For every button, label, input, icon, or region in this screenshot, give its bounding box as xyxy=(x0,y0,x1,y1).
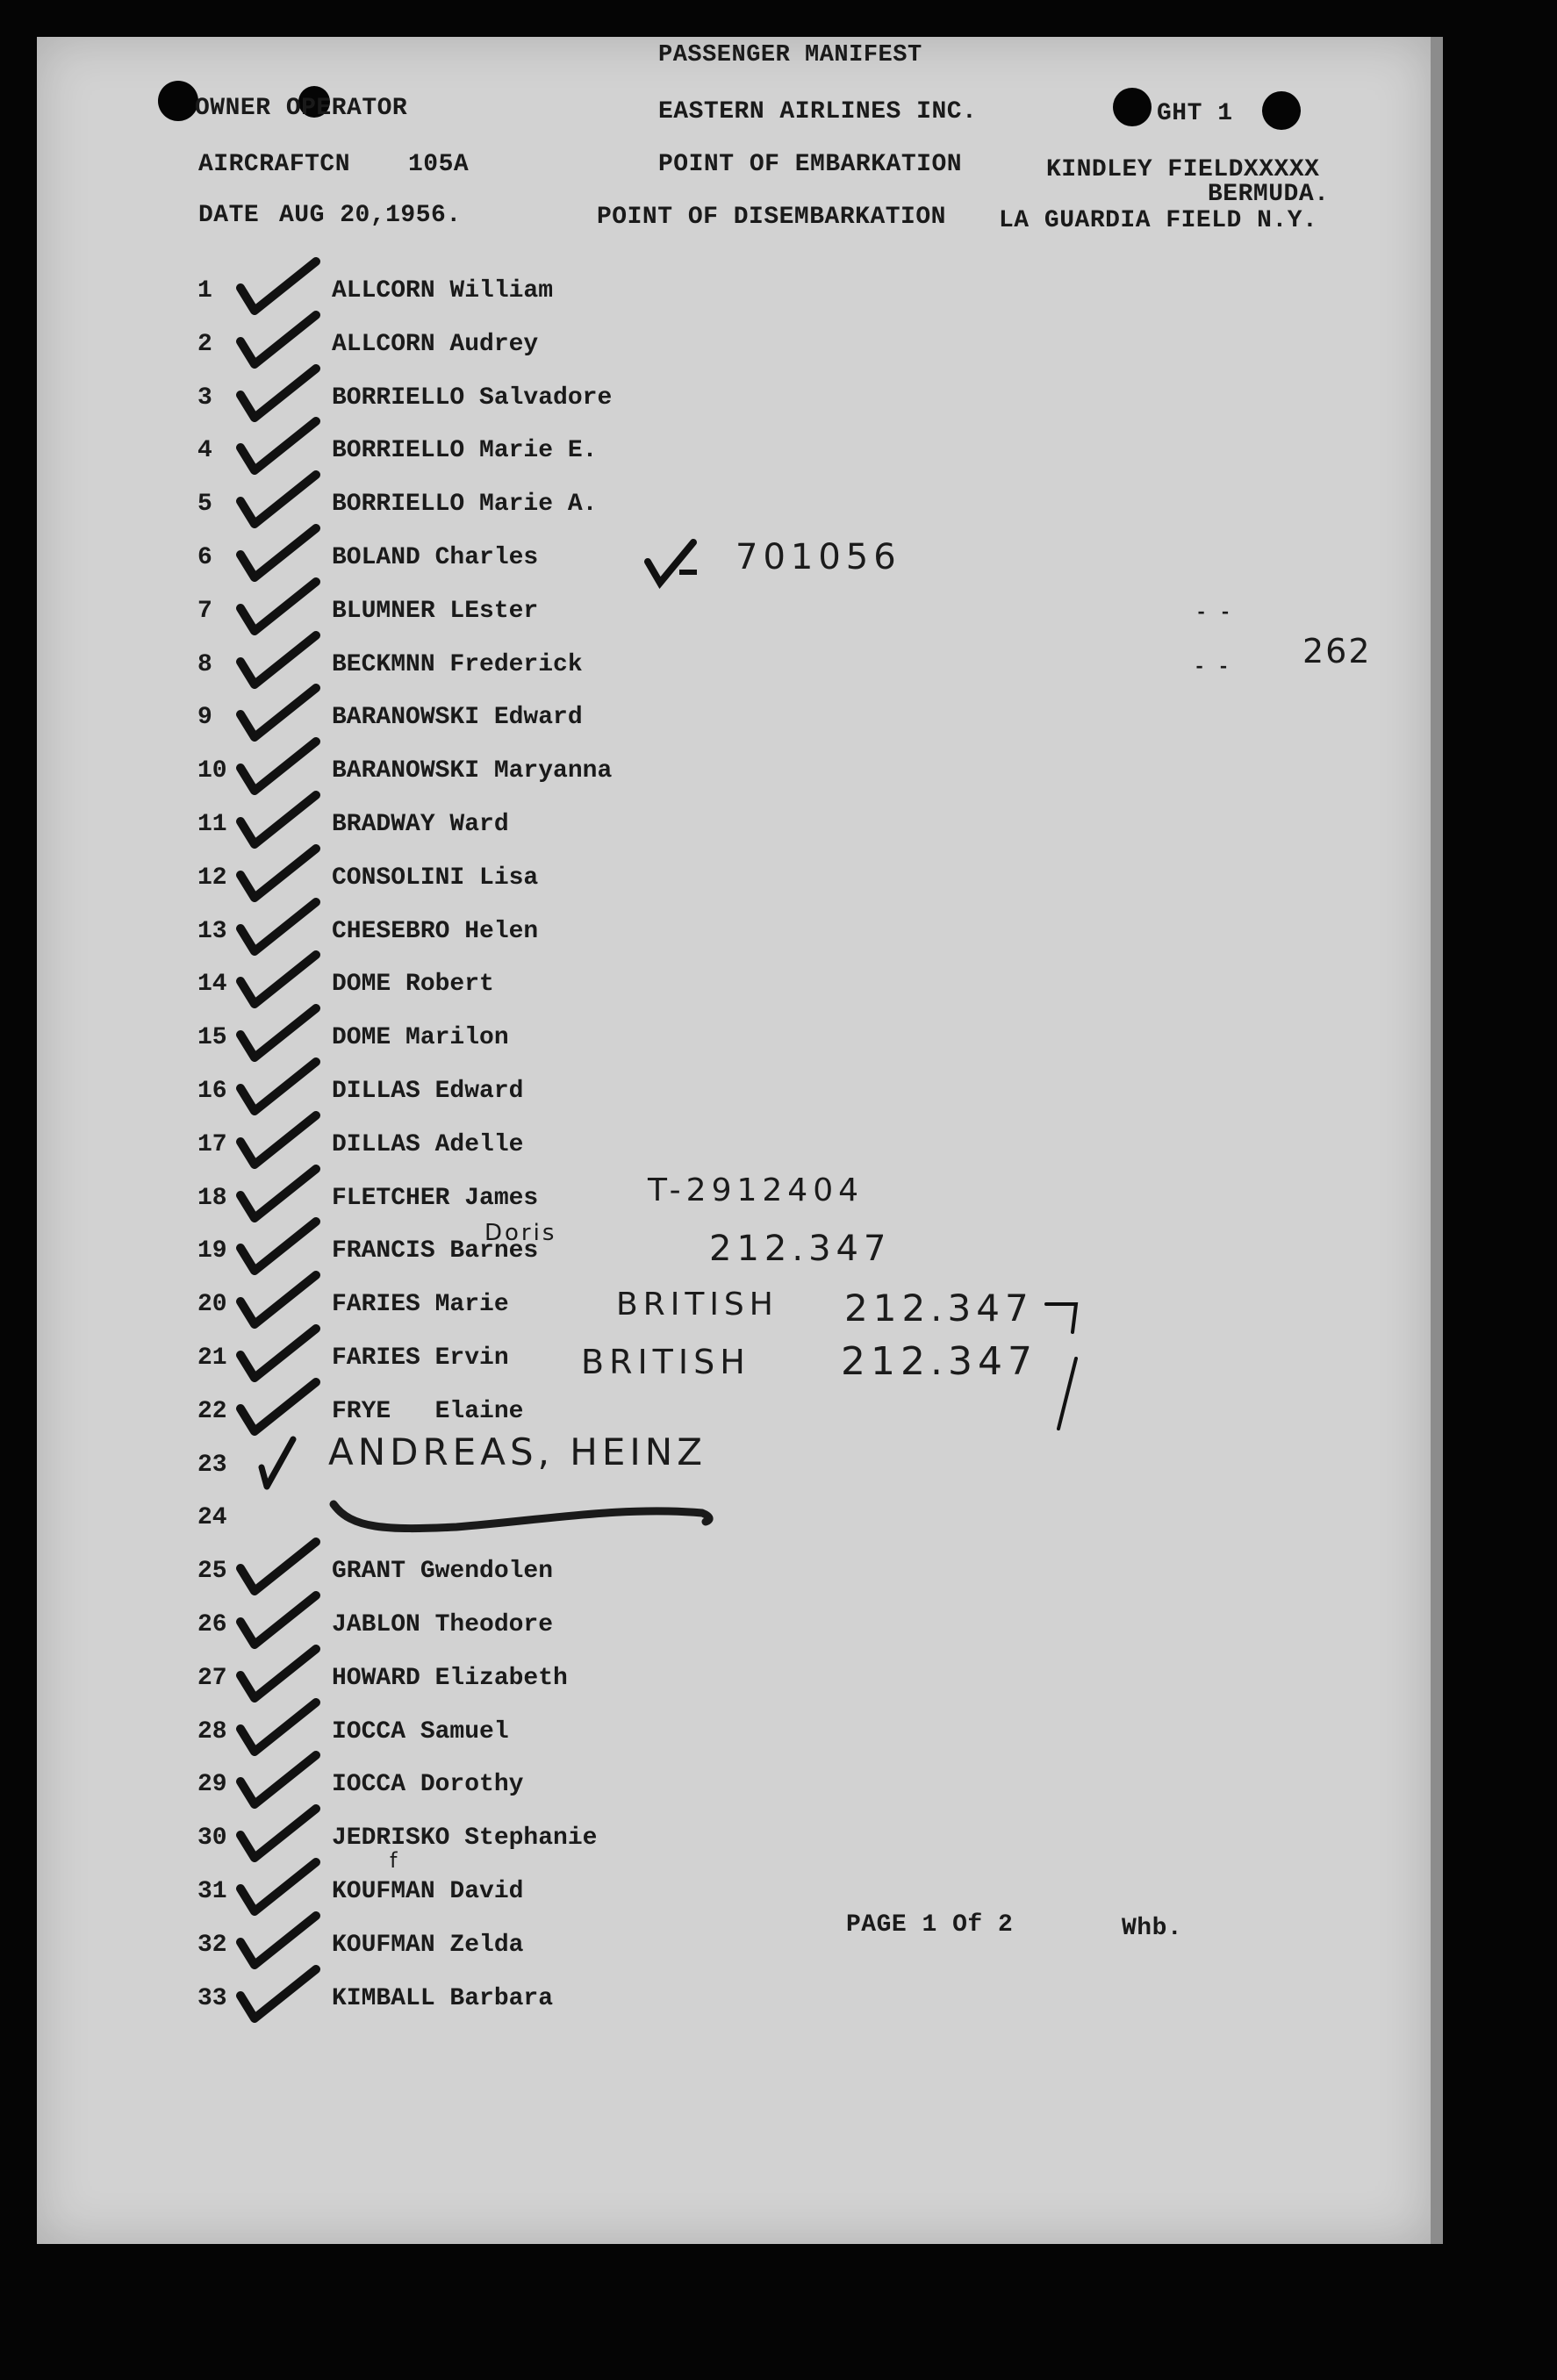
row-number: 2 xyxy=(197,330,212,358)
aircraft-value: 105A xyxy=(408,151,470,178)
passenger-name: BOLAND Charles xyxy=(332,544,539,571)
row-number: 25 xyxy=(197,1558,227,1586)
passenger-name: CHESEBRO Helen xyxy=(332,917,539,945)
check-icon xyxy=(235,1697,323,1759)
row-number: 20 xyxy=(197,1291,227,1319)
passenger-name: FARIES Ervin xyxy=(332,1344,509,1372)
row-number: 19 xyxy=(197,1237,227,1265)
passenger-name: FRANCIS Barnes xyxy=(332,1237,539,1265)
faries-ervin-nationality: BRITISH xyxy=(581,1343,750,1381)
airline-name: EASTERN AIRLINES INC. xyxy=(658,98,978,125)
row-number: 33 xyxy=(197,1984,227,2012)
passenger-name: GRANT Gwendolen xyxy=(332,1558,554,1586)
francis-note: 212.347 xyxy=(709,1229,892,1269)
row-number: 23 xyxy=(197,1451,227,1479)
check-icon xyxy=(235,1590,323,1652)
passenger-name: DOME Robert xyxy=(332,971,494,999)
check-icon xyxy=(235,1270,323,1331)
check-icon xyxy=(235,1964,323,2025)
bracket-mark xyxy=(1041,1280,1085,1437)
doris-note: Doris xyxy=(484,1220,557,1246)
faries-ervin-number: 212.347 xyxy=(841,1339,1037,1384)
disembark-label: POINT OF DISEMBARKATION xyxy=(597,204,946,231)
passenger-name: BARANOWSKI Maryanna xyxy=(332,757,613,785)
passenger-name: DOME Marilon xyxy=(332,1024,509,1052)
faries-marie-number: 212.347 xyxy=(844,1287,1034,1330)
boland-note: 701056 xyxy=(735,537,901,577)
row-number: 26 xyxy=(197,1611,227,1638)
row-number: 32 xyxy=(197,1931,227,1959)
passenger-name: DILLAS Adelle xyxy=(332,1130,524,1158)
passenger-name: IOCCA Dorothy xyxy=(332,1771,524,1799)
passenger-name: KOUFMAN Zelda xyxy=(332,1931,524,1959)
check-icon xyxy=(235,1432,323,1494)
row-number: 28 xyxy=(197,1717,227,1746)
dash-mark: - - xyxy=(1194,656,1231,678)
row-number: 18 xyxy=(197,1184,227,1212)
check-icon xyxy=(235,1857,323,1918)
passenger-name: CONSOLINI Lisa xyxy=(332,864,539,892)
row-number: 21 xyxy=(197,1344,227,1372)
initials: Whb. xyxy=(1122,1915,1183,1942)
faries-marie-nationality: BRITISH xyxy=(616,1287,778,1323)
check-icon xyxy=(235,843,323,905)
row-number: 14 xyxy=(197,971,227,999)
check-icon xyxy=(235,630,323,692)
passenger-name: DILLAS Edward xyxy=(332,1078,524,1105)
owner-label: OWNER OPERATOR xyxy=(195,95,408,122)
embark-value-2: BERMUDA. xyxy=(1208,181,1330,208)
check-icon xyxy=(235,683,323,744)
row-number: 30 xyxy=(197,1824,227,1853)
passenger-name: BARANOWSKI Edward xyxy=(332,704,583,732)
passenger-name: KIMBALL Barbara xyxy=(332,1984,554,2012)
date-value: AUG 20,1956. xyxy=(279,202,462,229)
check-icon xyxy=(235,363,323,425)
embark-value: KINDLEY FIELDXXXXX xyxy=(1046,156,1320,183)
row-number: 29 xyxy=(197,1771,227,1799)
margin-number: 262 xyxy=(1302,632,1372,670)
check-icon xyxy=(235,1750,323,1811)
passenger-name: JEDRISKO Stephanie xyxy=(332,1824,598,1853)
strike-through-mark xyxy=(325,1494,720,1546)
punch-hole xyxy=(1113,88,1152,126)
check-icon xyxy=(235,1377,323,1438)
row-number: 8 xyxy=(197,650,212,678)
row-number: 10 xyxy=(197,757,227,785)
check-icon xyxy=(235,1323,323,1385)
passenger-name: ALLCORN Audrey xyxy=(332,330,539,358)
koufman-correction: f xyxy=(390,1848,398,1873)
passenger-name: HOWARD Elizabeth xyxy=(332,1664,568,1692)
check-icon xyxy=(235,523,323,584)
passenger-name: FRYE Elaine xyxy=(332,1397,524,1425)
disembark-value: LA GUARDIA FIELD N.Y. xyxy=(999,207,1318,234)
check-icon xyxy=(235,1110,323,1172)
check-icon xyxy=(235,470,323,531)
row-number: 24 xyxy=(197,1504,227,1532)
row-number: 12 xyxy=(197,864,227,892)
row-number: 3 xyxy=(197,384,212,412)
page-number: PAGE 1 Of 2 xyxy=(846,1911,1014,1939)
check-icon xyxy=(235,1164,323,1225)
passenger-name: KOUFMAN David xyxy=(332,1878,524,1905)
row-number: 11 xyxy=(197,811,227,838)
punch-hole xyxy=(1262,91,1301,130)
passenger-name: FARIES Marie xyxy=(332,1291,509,1319)
embark-label: POINT OF EMBARKATION xyxy=(658,151,963,178)
row-number: 6 xyxy=(197,544,212,571)
check-icon xyxy=(235,790,323,851)
check-icon xyxy=(235,1003,323,1065)
check-icon xyxy=(641,537,702,590)
check-icon xyxy=(235,1216,323,1278)
row-number: 4 xyxy=(197,437,212,465)
check-icon xyxy=(235,736,323,798)
aircraft-label: AIRCRAFTCN xyxy=(198,151,351,178)
row-number: 15 xyxy=(197,1024,227,1052)
row-number: 13 xyxy=(197,917,227,945)
check-icon xyxy=(235,310,323,371)
check-icon xyxy=(235,1644,323,1705)
date-label: DATE xyxy=(198,202,260,229)
passenger-name: BLUMNER LEster xyxy=(332,597,539,625)
passenger-name: BRADWAY Ward xyxy=(332,811,509,838)
check-icon xyxy=(235,416,323,477)
row-number: 7 xyxy=(197,597,212,625)
fletcher-note: T-2912404 xyxy=(648,1172,865,1208)
check-icon xyxy=(235,1537,323,1598)
row-number: 9 xyxy=(197,704,212,732)
row-number: 17 xyxy=(197,1130,227,1158)
check-icon xyxy=(235,897,323,958)
row-number: 5 xyxy=(197,491,212,519)
check-icon xyxy=(235,256,323,318)
row23-name: ANDREAS, HEINZ xyxy=(328,1430,707,1473)
check-icon xyxy=(235,1910,323,1972)
manifest-title: PASSENGER MANIFEST xyxy=(658,42,922,68)
row-number: 22 xyxy=(197,1397,227,1425)
row-number: 16 xyxy=(197,1078,227,1105)
row-number: 1 xyxy=(197,277,212,305)
check-icon xyxy=(235,577,323,638)
row-number: 27 xyxy=(197,1664,227,1692)
punch-hole xyxy=(158,81,198,121)
passenger-name: BECKMNN Frederick xyxy=(332,650,583,678)
check-icon xyxy=(235,1057,323,1118)
passenger-name: BORRIELLO Salvadore xyxy=(332,384,613,412)
passenger-name: BORRIELLO Marie A. xyxy=(332,491,598,519)
page-edge xyxy=(1431,37,1443,2244)
passenger-name: BORRIELLO Marie E. xyxy=(332,437,598,465)
flight-label: GHT 1 xyxy=(1157,100,1233,127)
passenger-name: ALLCORN William xyxy=(332,277,554,305)
check-icon xyxy=(235,950,323,1011)
check-icon xyxy=(235,1803,323,1865)
passenger-name: FLETCHER James xyxy=(332,1184,539,1212)
passenger-name: IOCCA Samuel xyxy=(332,1717,509,1746)
dash-mark: - - xyxy=(1195,602,1232,624)
row-number: 31 xyxy=(197,1878,227,1905)
passenger-name: JABLON Theodore xyxy=(332,1611,554,1638)
